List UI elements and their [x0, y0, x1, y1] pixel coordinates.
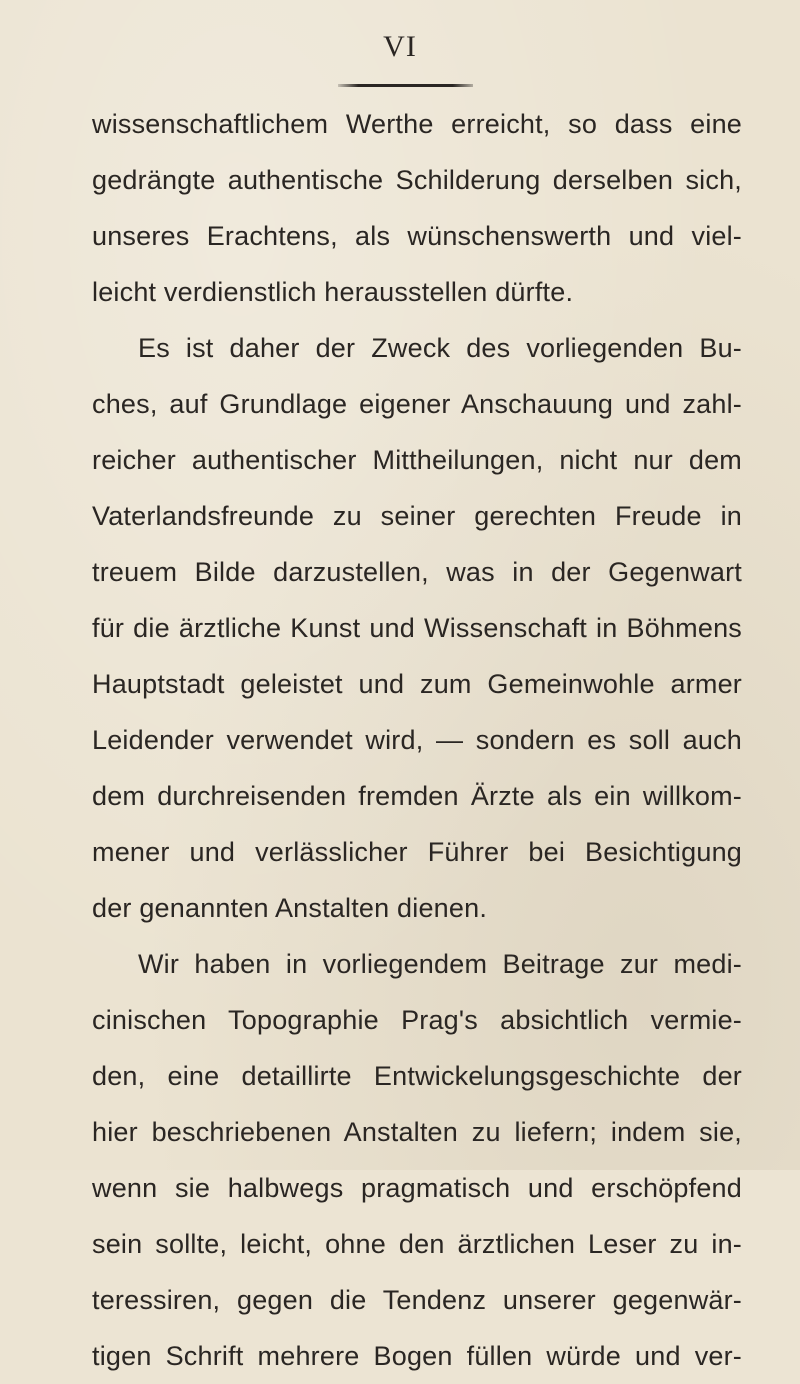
text-line: ches, auf Grundlage eigener Anschauung und zahl- — [92, 389, 742, 419]
text-line: cinischen Topographie Prag's absichtlich vermie- — [92, 1005, 742, 1035]
text-line: leicht verdienstlich herausstellen dürfte. — [92, 277, 574, 307]
text-line: mener und verlässlicher Führer bei Besichtigung — [92, 837, 742, 867]
text-line: gedrängte authentische Schilderung derselben sich, — [92, 165, 742, 195]
text-line: der genannten Anstalten dienen. — [92, 893, 488, 923]
text-line: Vaterlandsfreunde zu seiner gerechten Freude in — [92, 501, 742, 531]
text-line: tigen Schrift mehrere Bogen füllen würde und ver- — [92, 1341, 742, 1371]
body-text — [92, 96, 742, 1384]
text-line: teressiren, gegen die Tendenz unserer gegenwär- — [92, 1285, 742, 1315]
text-line: wenn sie halbwegs pragmatisch und erschöpfend — [92, 1173, 742, 1203]
text-line: Leidender verwendet wird, — sondern es soll auch — [92, 725, 742, 755]
header-rule — [338, 84, 473, 87]
text-line: reicher authentischer Mittheilungen, nicht nur dem — [92, 445, 742, 475]
page-number: VI — [383, 30, 417, 63]
text-line: unseres Erachtens, als wünschenswerth und viel- — [92, 221, 742, 251]
text-line: für die ärztliche Kunst und Wissenschaft in Böhmens — [92, 613, 742, 643]
text-line: Wir haben in vorliegendem Beitrage zur medi- — [138, 949, 742, 979]
text-line: hier beschriebenen Anstalten zu liefern; indem sie, — [92, 1117, 742, 1147]
text-line: dem durchreisenden fremden Ärzte als ein willkom- — [92, 781, 742, 811]
text-line: Hauptstadt geleistet und zum Gemeinwohle armer — [92, 669, 742, 699]
text-line: sein sollte, leicht, ohne den ärztlichen Leser zu in- — [92, 1229, 742, 1259]
text-line: treuem Bilde darzustellen, was in der Gegenwart — [92, 557, 742, 587]
text-line: den, eine detaillirte Entwickelungsgeschichte der — [92, 1061, 742, 1091]
text-line: Es ist daher der Zweck des vorliegenden Bu- — [138, 333, 742, 363]
text-line: wissenschaftlichem Werthe erreicht, so dass eine — [92, 109, 742, 139]
